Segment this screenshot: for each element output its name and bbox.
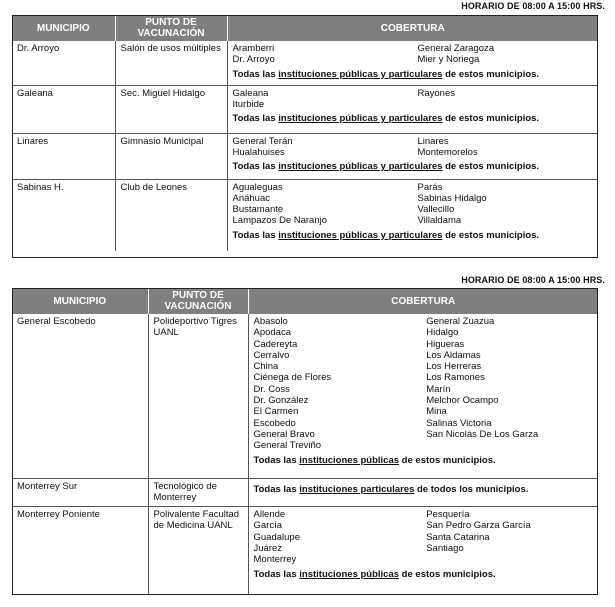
header-municipio: MUNICIPIO <box>12 15 115 41</box>
municipality-item: Dr. Arroyo <box>232 54 275 66</box>
table-row <box>12 314 598 478</box>
cobertura-cell <box>227 85 598 133</box>
cobertura-column <box>233 88 418 111</box>
municipality-item: Villaldama <box>417 215 462 227</box>
coverage-note-institutions: instituciones públicas y particulares <box>278 68 443 80</box>
punto-vacunacion-cell: Gimnasio Municipal <box>115 133 227 179</box>
cobertura-column <box>426 316 594 452</box>
municipality-item: Sabinas Hidalgo <box>417 192 487 204</box>
municipality-item: General Treviño <box>253 440 322 452</box>
coverage-note-suffix: de estos municipios. <box>399 454 496 466</box>
municipality-item: General Terán <box>232 135 293 147</box>
header-punto-vacunacion: PUNTO DE VACUNACIÓN <box>148 288 248 314</box>
coverage-note <box>233 113 595 124</box>
municipality-item: Cadereyta <box>253 338 298 350</box>
municipality-item: Higueras <box>426 338 465 350</box>
municipality-item: Santa Catarina <box>426 531 490 543</box>
coverage-note-prefix: Todas las <box>253 454 300 466</box>
municipality-item: General Zaragoza <box>417 43 495 54</box>
municipality-item: Hualahuises <box>232 146 285 158</box>
municipality-item: Parás <box>417 181 443 193</box>
coverage-note-institutions: instituciones públicas y particulares <box>278 113 443 125</box>
municipality-item: Abasolo <box>253 316 288 327</box>
coverage-note-prefix: Todas las <box>232 229 279 241</box>
municipality-item: General Zuazua <box>426 316 495 327</box>
municipality-item: Mina <box>426 406 447 418</box>
cobertura-column <box>418 182 588 227</box>
punto-vacunacion-cell: Club de Leones <box>115 179 227 251</box>
cobertura-cell <box>227 179 598 251</box>
coverage-note-institutions: instituciones públicas y particulares <box>278 161 443 173</box>
municipality-item: Apodaca <box>253 327 292 339</box>
table-row <box>12 85 598 133</box>
cobertura-list <box>233 43 595 66</box>
municipio-cell: Dr. Arroyo <box>17 43 60 54</box>
municipality-item: Juárez <box>253 542 283 554</box>
municipality-item: Iturbide <box>232 98 265 110</box>
coverage-note-institutions: instituciones públicas y particulares <box>278 229 443 241</box>
cobertura-column <box>233 43 418 66</box>
coverage-note-institutions: instituciones particulares <box>299 483 415 495</box>
cobertura-column <box>254 316 427 452</box>
municipality-item: Los Aldamas <box>426 349 481 361</box>
municipality-item: Ciénega de Flores <box>253 372 332 384</box>
coverage-note-prefix: Todas las <box>253 568 300 580</box>
municipality-item: Cerralvo <box>253 349 290 361</box>
municipality-item: Dr. González <box>253 395 309 407</box>
cobertura-list <box>233 88 595 111</box>
cobertura-cell <box>227 133 598 179</box>
coverage-note <box>233 161 595 172</box>
header-municipio: MUNICIPIO <box>12 288 148 314</box>
municipality-item: Los Herreras <box>426 361 482 373</box>
coverage-note-suffix: de todos los municipios. <box>414 483 529 495</box>
cobertura-list <box>254 316 595 452</box>
municipality-item: Dr. Coss <box>253 383 290 395</box>
vaccination-table-1 <box>12 15 598 251</box>
municipality-item: Lampazos De Naranjo <box>232 215 328 227</box>
table-row <box>12 478 598 507</box>
municipality-item: El Carmen <box>253 406 299 418</box>
coverage-note-prefix: Todas las <box>253 483 300 495</box>
punto-vacunacion-cell: Polivalente Facultad de Medicina UANL <box>148 507 248 594</box>
table-row <box>12 179 598 251</box>
municipality-item: Monterrey <box>253 554 297 566</box>
cobertura-column <box>254 509 427 565</box>
cobertura-column <box>418 88 588 111</box>
vaccination-table-2 <box>12 288 598 594</box>
municipality-item: Aramberri <box>232 43 275 54</box>
header-cobertura: COBERTURA <box>248 288 598 314</box>
municipality-item: San Nicolás De Los Garza <box>426 428 539 440</box>
municipality-item: Melchor Ocampo <box>426 395 499 407</box>
municipality-item: Santiago <box>426 542 464 554</box>
cobertura-cell <box>248 507 598 594</box>
table-row <box>12 133 598 179</box>
municipality-item: China <box>253 361 279 373</box>
table-row <box>12 41 598 85</box>
cobertura-cell <box>248 478 598 507</box>
cobertura-column <box>418 136 588 159</box>
cobertura-column <box>426 509 594 565</box>
punto-vacunacion-cell: Tecnológico de Monterrey <box>148 478 248 507</box>
table-row <box>12 507 598 594</box>
municipality-item: San Pedro Garza García <box>426 520 531 532</box>
table-header <box>12 15 598 41</box>
municipio-cell: Monterrey Poniente <box>12 507 148 594</box>
municipality-item: Vallecillo <box>417 204 455 216</box>
coverage-note <box>254 455 595 466</box>
municipality-item: Salinas Victoria <box>426 417 492 429</box>
coverage-note <box>254 569 595 580</box>
municipality-item: Allende <box>253 509 286 521</box>
coverage-note-institutions: instituciones públicas <box>299 454 400 466</box>
punto-vacunacion-cell: Salón de usos múltiples <box>115 41 227 85</box>
municipality-item: Los Ramones <box>426 372 485 384</box>
table-header <box>12 288 598 314</box>
coverage-note-suffix: de estos municipios. <box>442 229 540 241</box>
municipality-item: Anáhuac <box>232 192 271 204</box>
municipio-cell: General Escobedo <box>17 316 96 327</box>
municipio-cell: Sabinas H. <box>12 179 115 251</box>
coverage-note-suffix: de estos municipios. <box>399 568 496 580</box>
municipality-item: Escobedo <box>253 417 296 429</box>
municipality-item: Pesquería <box>426 509 470 521</box>
header-cobertura: COBERTURA <box>227 15 598 41</box>
coverage-note-suffix: de estos municipios. <box>442 113 540 125</box>
schedule-hours: HORARIO DE 08:00 A 15:00 HRS. <box>461 1 605 11</box>
municipality-item: Guadalupe <box>253 531 300 543</box>
coverage-note <box>233 230 595 241</box>
coverage-note-institutions: instituciones públicas <box>299 568 400 580</box>
municipality-item: Bustamante <box>232 204 284 216</box>
cobertura-list <box>233 136 595 159</box>
coverage-note-prefix: Todas las <box>232 113 279 125</box>
coverage-note-prefix: Todas las <box>232 161 279 173</box>
municipality-item: Marín <box>426 383 451 395</box>
cobertura-cell <box>248 314 598 478</box>
punto-vacunacion-cell: Polideportivo Tigres UANL <box>148 314 248 478</box>
municipality-item: Linares <box>417 135 449 147</box>
coverage-note-suffix: de estos municipios. <box>442 68 540 80</box>
municipality-item: Mier y Noriega <box>417 54 480 66</box>
municipality-item: Agualeguas <box>232 181 283 193</box>
municipio-cell: Galeana <box>12 85 115 133</box>
municipio-cell: Linares <box>12 133 115 179</box>
cobertura-list <box>254 509 595 565</box>
header-punto-vacunacion: PUNTO DE VACUNACIÓN <box>115 15 227 41</box>
cobertura-column <box>233 182 418 227</box>
coverage-note-prefix: Todas las <box>232 68 279 80</box>
cobertura-column <box>418 43 588 66</box>
coverage-note <box>254 484 595 495</box>
punto-vacunacion-cell: Sec. Miguel Hidalgo <box>115 85 227 133</box>
cobertura-list <box>233 182 595 227</box>
cobertura-cell <box>227 41 598 85</box>
municipality-item: Hidalgo <box>426 327 459 339</box>
municipality-item: Galeana <box>232 87 269 99</box>
cobertura-column <box>233 136 418 159</box>
municipality-item: Montemorelos <box>417 146 478 158</box>
coverage-note <box>233 69 595 80</box>
municipality-item: General Bravo <box>253 428 315 440</box>
municipality-item: García <box>253 520 283 532</box>
schedule-hours: HORARIO DE 08:00 A 15:00 HRS. <box>461 275 605 285</box>
municipality-item: Rayones <box>417 87 455 99</box>
municipio-cell: Monterrey Sur <box>12 478 148 507</box>
coverage-note-suffix: de estos municipios. <box>442 161 540 173</box>
